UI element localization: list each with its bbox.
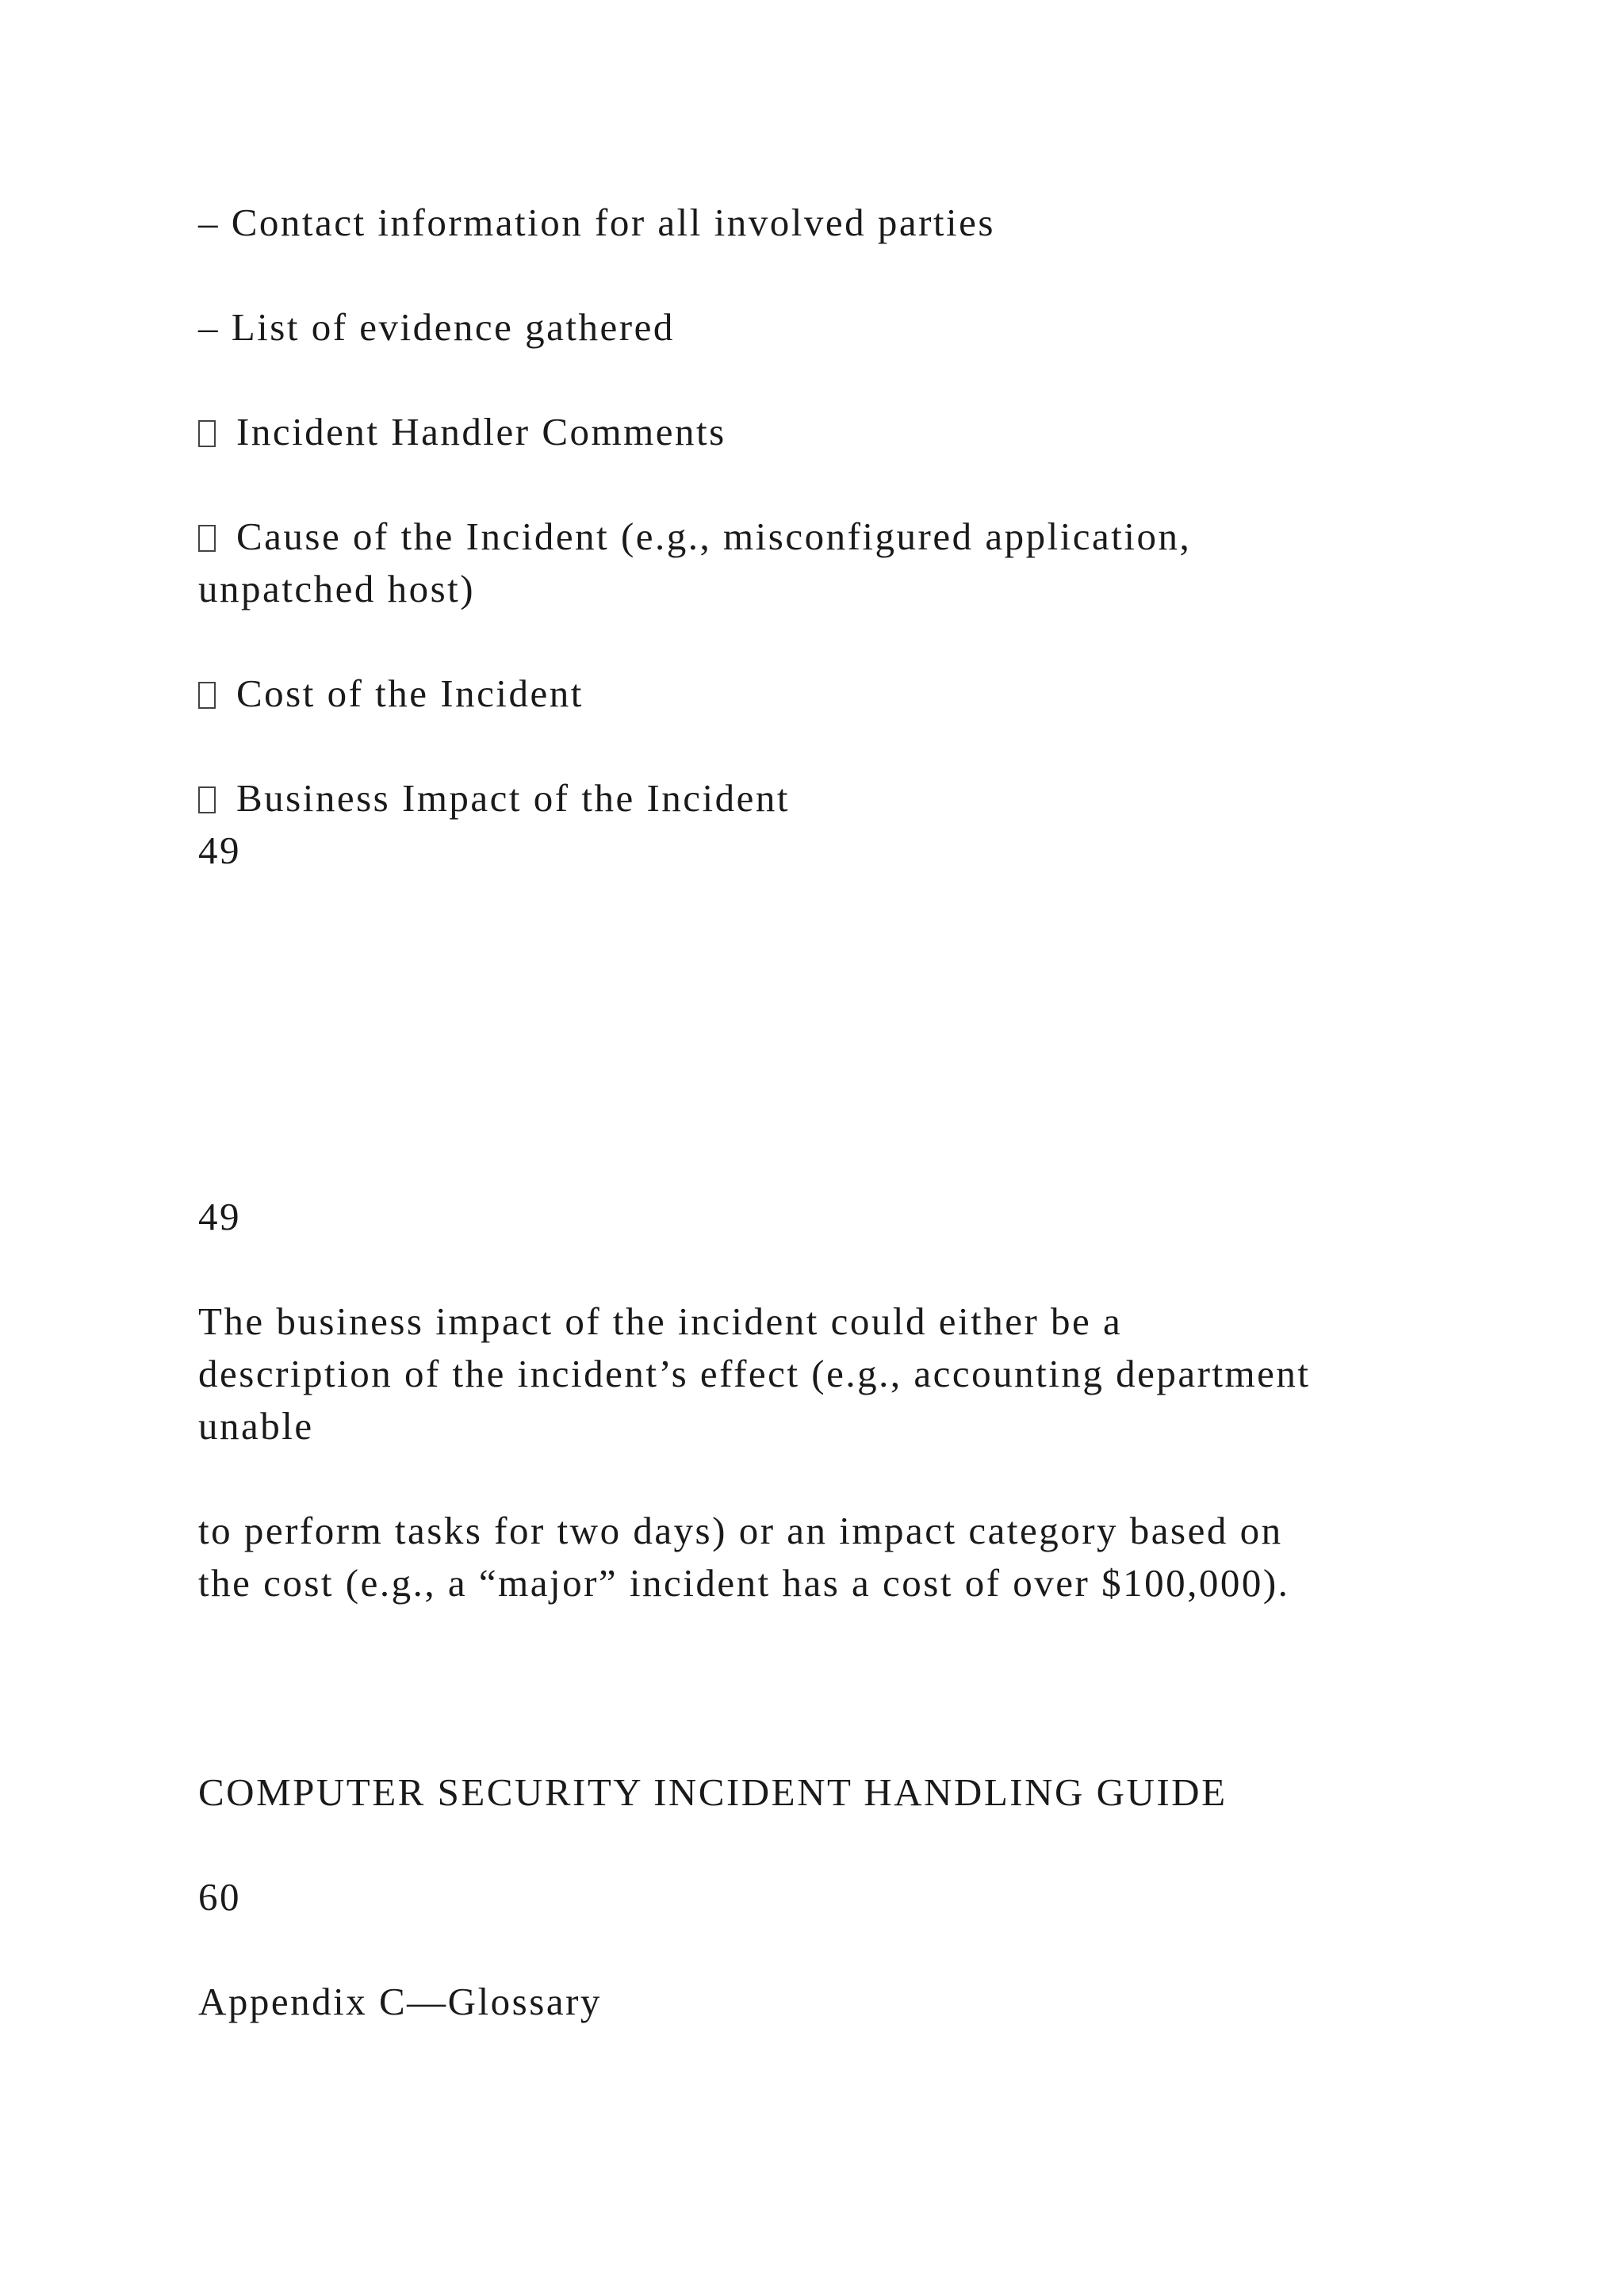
page-number: 49	[198, 828, 241, 872]
page-number: 60	[198, 1875, 241, 1919]
bullet-item-business-impact	[198, 772, 790, 825]
cause-continuation: unpatched host)	[198, 567, 476, 610]
bullet-item-text: Business Impact of the Incident	[236, 776, 791, 820]
missing-glyph-box-icon	[198, 420, 216, 447]
footnote-line: The business impact of the incident could either be a	[198, 1299, 1123, 1343]
list-item-text: List of evidence gathered	[231, 305, 675, 349]
bullet-item-handler-comments	[198, 406, 726, 458]
bullet-item-cost	[198, 668, 584, 720]
bullet-item-text: Cause of the Incident (e.g., misconfigured application,	[236, 515, 1192, 558]
list-item-text: Contact information for all involved parties	[231, 201, 995, 244]
dash-marker: –	[198, 201, 220, 244]
footnote-line: description of the incident’s effect (e.g., accounting department	[198, 1352, 1311, 1395]
missing-glyph-box-icon	[198, 682, 216, 709]
running-header: COMPUTER SECURITY INCIDENT HANDLING GUIDE	[198, 1770, 1228, 1814]
footnote-number: 49	[198, 1195, 241, 1238]
bullet-item-cause	[198, 511, 1191, 563]
dash-marker: –	[198, 305, 220, 349]
bullet-item-text: Incident Handler Comments	[236, 410, 726, 453]
list-item-evidence	[198, 301, 675, 354]
appendix-title: Appendix C—Glossary	[198, 1980, 602, 2023]
missing-glyph-box-icon	[198, 786, 216, 813]
missing-glyph-box-icon	[198, 525, 216, 552]
footnote-line: the cost (e.g., a “major” incident has a cost of over $100,000).	[198, 1561, 1290, 1605]
bullet-item-text: Cost of the Incident	[236, 672, 584, 715]
footnote-line: unable	[198, 1404, 314, 1448]
list-item-contact-info	[198, 197, 995, 249]
footnote-line: to perform tasks for two days) or an impact category based on	[198, 1509, 1283, 1552]
